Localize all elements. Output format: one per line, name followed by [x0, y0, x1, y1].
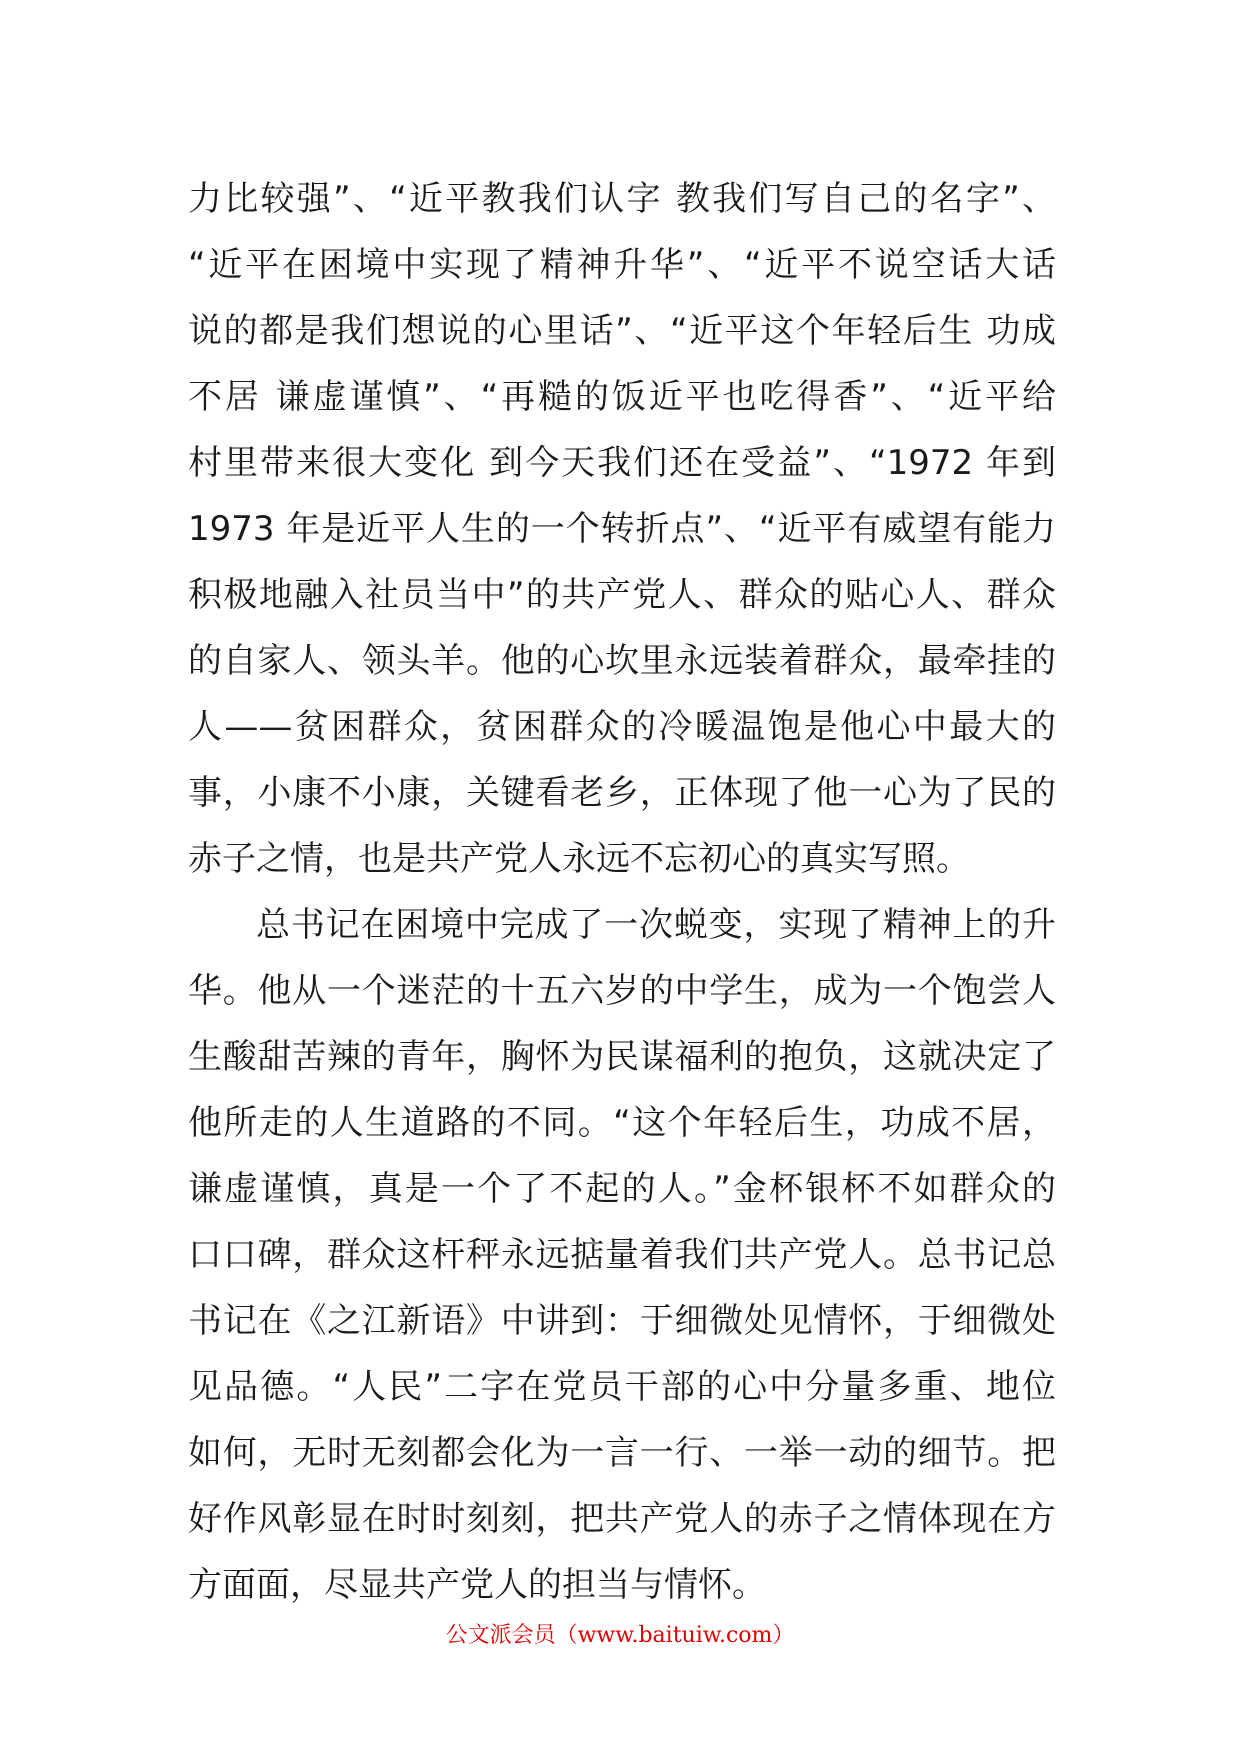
text-line: 1973 年是近平人生的一个转折点”、“近平有威望有能力 — [188, 509, 1056, 549]
text-line: 村里带来很大变化 到今天我们还在受益”、“1972 年到 — [188, 443, 1056, 483]
text-line: 口口碑，群众这杆秤永远掂量着我们共产党人。总书记总 — [188, 1235, 1056, 1275]
text-line: 说的都是我们想说的心里话”、“近平这个年轻后生 功成 — [188, 311, 1056, 351]
paragraph-2 — [188, 892, 1056, 1618]
text-line: “近平在困境中实现了精神升华”、“近平不说空话大话 — [188, 245, 1056, 285]
text-line: 方面面，尽显共产党人的担当与情怀。 — [188, 1565, 766, 1605]
text-line: 力比较强”、“近平教我们认字 教我们写自己的名字”、 — [188, 179, 1056, 219]
text-line: 的自家人、领头羊。他的心坎里永远装着群众，最牵挂的 — [188, 641, 1056, 681]
footer-watermark: 公文派会员（www.baituiw.com） — [445, 1623, 795, 1648]
text-line: 见品德。“人民”二字在党员干部的心中分量多重、地位 — [188, 1367, 1056, 1407]
text-line: 书记在《之江新语》中讲到：于细微处见情怀，于细微处 — [188, 1301, 1056, 1341]
text-line: 事，小康不小康，关键看老乡，正体现了他一心为了民的 — [188, 773, 1056, 813]
text-line: 积极地融入社员当中”的共产党人、群众的贴心人、群众 — [188, 575, 1056, 615]
paragraph-1 — [188, 166, 1056, 892]
text-line: 他所走的人生道路的不同。“这个年轻后生，功成不居， — [188, 1103, 1056, 1143]
text-line: 如何，无时无刻都会化为一言一行、一举一动的细节。把 — [188, 1433, 1056, 1473]
text-line: 人——贫困群众，贫困群众的冷暖温饱是他心中最大的 — [188, 707, 1056, 747]
text-line: 谦虚谨慎，真是一个了不起的人。”金杯银杯不如群众的 — [188, 1169, 1056, 1209]
text-line: 不居 谦虚谨慎”、“再糙的饭近平也吃得香”、“近平给 — [188, 377, 1056, 417]
text-line: 华。他从一个迷茫的十五六岁的中学生，成为一个饱尝人 — [188, 971, 1056, 1011]
text-line: 生酸甜苦辣的青年，胸怀为民谋福利的抱负，这就决定了 — [188, 1037, 1056, 1077]
text-line: 好作风彰显在时时刻刻，把共产党人的赤子之情体现在方 — [188, 1499, 1056, 1539]
text-line: 总书记在困境中完成了一次蜕变，实现了精神上的升 — [256, 905, 1056, 945]
text-line: 赤子之情，也是共产党人永远不忘初心的真实写照。 — [188, 839, 970, 879]
document-body — [188, 166, 1056, 1618]
